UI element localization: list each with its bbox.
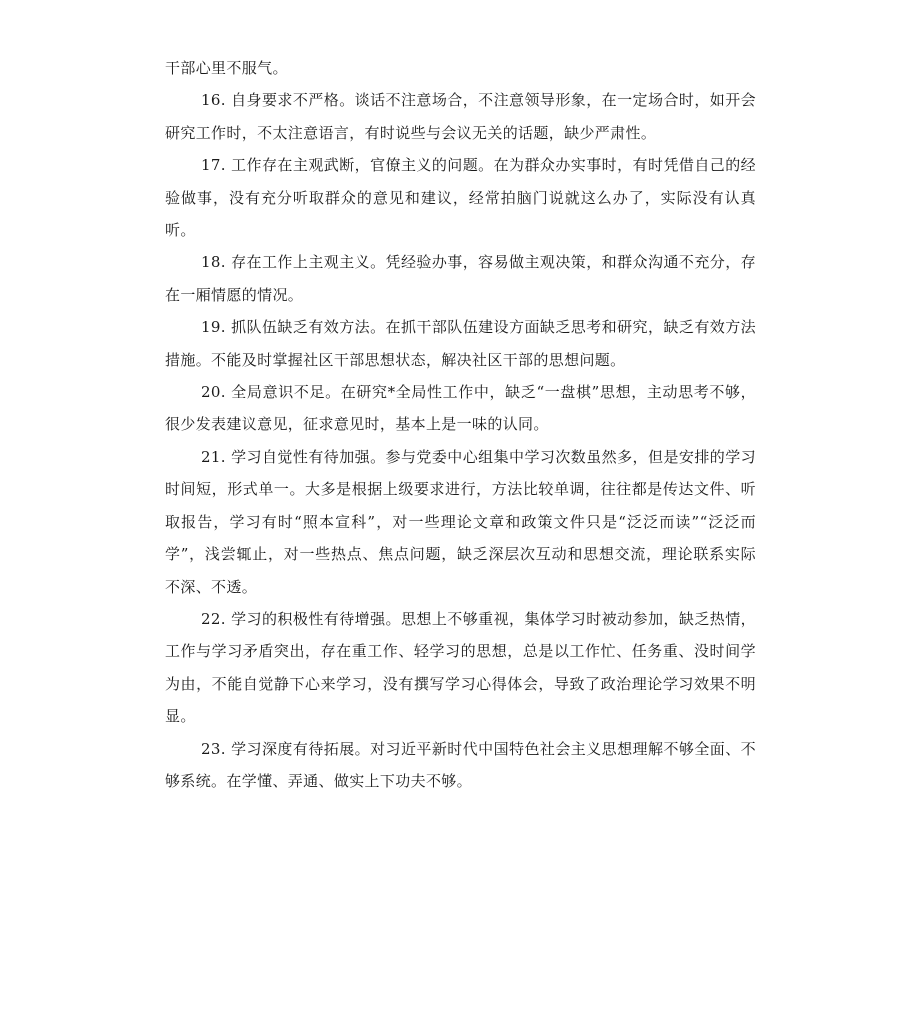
paragraph-item-16: 16. 自身要求不严格。谈话不注意场合，不注意领导形象，在一定场合时，如开会研究工作时，不太注意语言，有时说些与会议无关的话题，缺少严肃性。 [165, 91, 756, 142]
document-body [165, 52, 756, 797]
paragraph-item-21: 21. 学习自觉性有待加强。参与党委中心组集中学习次数虽然多，但是安排的学习时间短，形式单一。大多是根据上级要求进行，方法比较单调，往往都是传达文件、听取报告，学习有时“照本宣科”，对一些理论文章和政策文件只是“泛泛而读”“泛泛而学”，浅尝辄止，对一些热点、焦点问题，缺乏深层次互动和思想交流，理论联系实际不深、不透。 [165, 447, 756, 596]
paragraph-continuation: 干部心里不服气。 [165, 59, 288, 77]
paragraph-item-19: 19. 抓队伍缺乏有效方法。在抓干部队伍建设方面缺乏思考和研究，缺乏有效方法措施。不能及时掌握社区干部思想状态，解决社区干部的思想问题。 [165, 318, 756, 369]
paragraph-item-17: 17. 工作存在主观武断，官僚主义的问题。在为群众办实事时，有时凭借自己的经验做事，没有充分听取群众的意见和建议，经常拍脑门说就这么办了，实际没有认真听。 [165, 156, 756, 240]
paragraph-item-20: 20. 全局意识不足。在研究*全局性工作中，缺乏“一盘棋”思想，主动思考不够，很少发表建议意见，征求意见时，基本上是一味的认同。 [165, 383, 756, 434]
paragraph-item-18: 18. 存在工作上主观主义。凭经验办事，容易做主观决策，和群众沟通不充分，存在一厢情愿的情况。 [165, 253, 756, 304]
paragraph-item-22: 22. 学习的积极性有待增强。思想上不够重视，集体学习时被动参加，缺乏热情，工作与学习矛盾突出，存在重工作、轻学习的思想，总是以工作忙、任务重、没时间学为由，不能自觉静下心来学习，没有撰写学习心得体会，导致了政治理论学习效果不明显。 [165, 609, 756, 726]
paragraph-item-23: 23. 学习深度有待拓展。对习近平新时代中国特色社会主义思想理解不够全面、不够系统。在学懂、弄通、做实上下功夫不够。 [165, 739, 756, 790]
